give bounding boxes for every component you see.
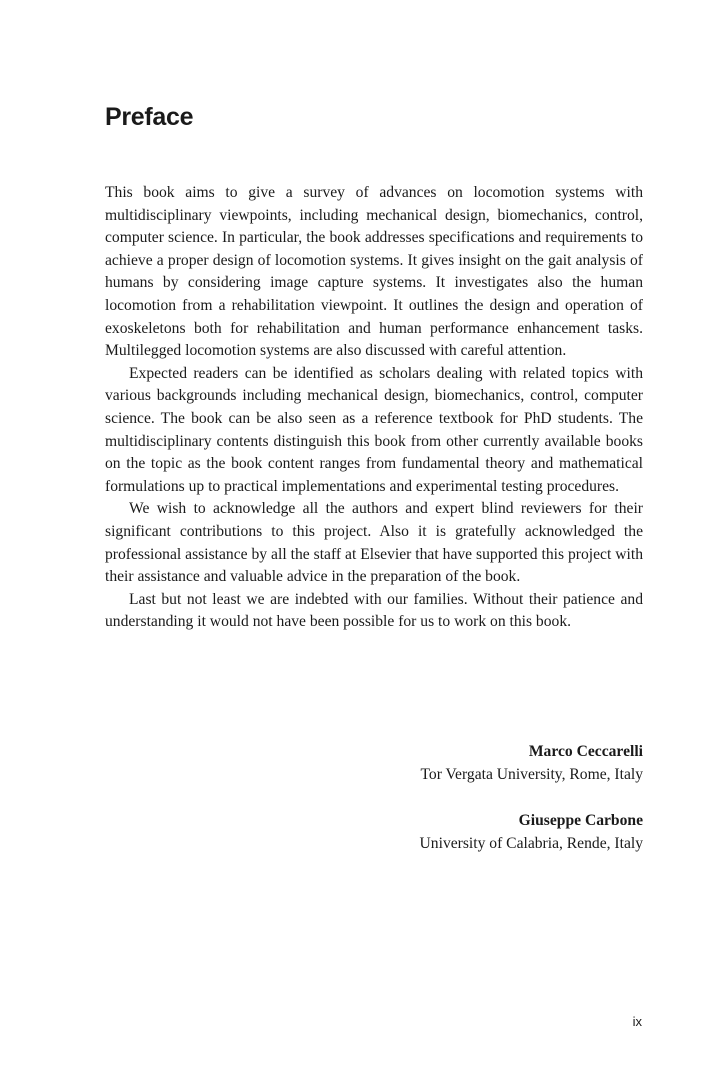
paragraph-4: Last but not least we are indebted with our families. Without their patience and understanding it would not have been possible for us to work on this book. [105,590,643,631]
paragraph-2: Expected readers can be identified as scholars dealing with related topics with various backgrounds including mechanical design, biomechanics, control, computer science. The book can be also seen as a reference textbook for PhD students. The multidisciplinary contents distinguish this book from other currently available books on the topic as the book content ranges from fundamental theory and mathematical formulations up to practical implementations and experimental testing procedures. [105,364,643,495]
author-affiliation: Tor Vergata University, Rome, Italy [420,765,643,783]
author-name: Giuseppe Carbone [518,812,643,829]
paragraph-1: This book aims to give a survey of advances on locomotion systems with multidisciplinary viewpoints, including mechanical design, biomechanics, control, computer science. In particular, the book addresses specifications and requirements to achieve a proper design of locomotion systems. It gives insight on the gait analysis of humans by considering image capture systems. It investigates also the human locomotion from a rehabilitation viewpoint. It outlines the design and operation of exoskeletons both for rehabilitation and human performance enhancement tasks. Multilegged locomotion systems are also discussed with careful attention. [105,184,643,360]
signature-block-2 [420,810,643,855]
page-title: Preface [105,103,194,131]
author-affiliation: University of Calabria, Rende, Italy [419,834,643,852]
page-number: ix [632,1014,642,1029]
author-name: Marco Ceccarelli [528,743,643,760]
preface-body [105,182,643,634]
paragraph-3: We wish to acknowledge all the authors and expert blind reviewers for their significant contributions to this project. Also it is gratefully acknowledged the professional assistance by all the staff at Elsevier that have supported this project with their assistance and valuable advice in the preparation of the book. [105,500,643,586]
signature-block-1 [420,741,643,786]
